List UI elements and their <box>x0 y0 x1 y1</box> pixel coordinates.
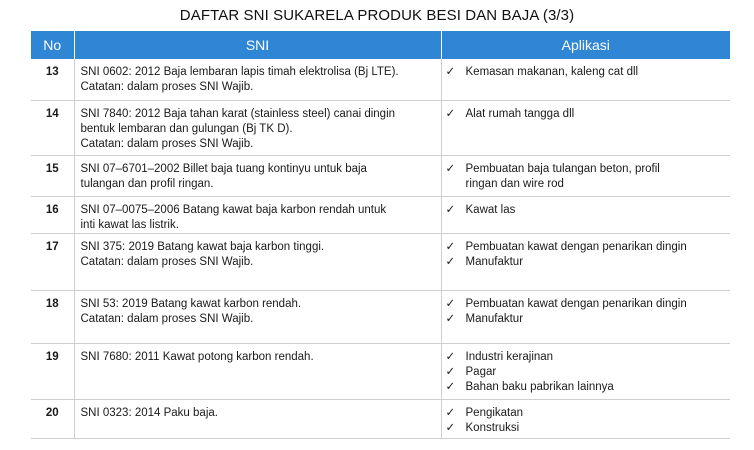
header-aplikasi: Aplikasi <box>441 31 730 59</box>
sni-line: tulangan dan profil ringan. <box>80 177 214 190</box>
check-icon: ✓ <box>445 365 456 378</box>
check-icon: ✓ <box>445 380 456 393</box>
table-row <box>31 100 730 155</box>
app-item: ✓ Bahan baku pabrikan lainnya <box>445 380 614 393</box>
row-number: 17 <box>31 233 74 290</box>
sni-line: SNI 7680: 2011 Kawat potong karbon rendah. <box>80 350 314 363</box>
row-number: 13 <box>31 59 74 100</box>
sni-line: Catatan: dalam proses SNI Wajib. <box>80 312 254 325</box>
check-icon: ✓ <box>445 312 456 325</box>
sni-cell <box>74 290 441 343</box>
sni-cell <box>74 155 441 196</box>
sni-line: SNI 7840: 2012 Baja tahan karat (stainless steel) canai dingin <box>80 107 396 120</box>
row-number: 15 <box>31 155 74 196</box>
sni-cell <box>74 100 441 155</box>
sni-table <box>31 31 730 439</box>
sni-line: bentuk lembaran dan gulungan (Bj TK D). <box>80 122 293 135</box>
sni-cell <box>74 343 441 399</box>
app-item: ✓ Manufaktur <box>445 312 524 325</box>
sni-line: SNI 0602: 2012 Baja lembaran lapis timah elektrolisa (Bj LTE). <box>80 66 399 78</box>
check-icon: ✓ <box>445 297 456 310</box>
header-sni: SNI <box>74 31 441 59</box>
app-cell <box>441 233 730 290</box>
table-row <box>31 233 730 290</box>
app-item: ✓ Pembuatan kawat dengan penarikan dingin <box>445 297 687 310</box>
table-header-row <box>31 31 730 59</box>
sni-line: SNI 07–0075–2006 Batang kawat baja karbon rendah untuk <box>80 203 387 216</box>
row-number: 19 <box>31 343 74 399</box>
app-cell <box>441 59 730 100</box>
app-item: ✓ Manufaktur <box>445 255 524 268</box>
sni-cell <box>74 233 441 290</box>
sni-cell <box>74 399 441 438</box>
sni-line: Catatan: dalam proses SNI Wajib. <box>80 137 254 150</box>
check-icon: ✓ <box>445 107 456 120</box>
check-icon: ✓ <box>445 406 456 419</box>
app-cell <box>441 290 730 343</box>
table-row <box>31 290 730 343</box>
check-icon: ✓ <box>445 66 456 78</box>
sni-cell <box>74 59 441 100</box>
app-item: ✓ Pengikatan <box>445 406 524 419</box>
app-item: ✓ Alat rumah tangga dll <box>445 107 575 120</box>
table-row <box>31 59 730 100</box>
row-number: 16 <box>31 196 74 233</box>
app-item: ✓ Pembuatan baja tulangan beton, profil <box>445 162 660 175</box>
sni-line: SNI 53: 2019 Batang kawat karbon rendah. <box>80 297 302 310</box>
table-row <box>31 155 730 196</box>
header-no: No <box>31 31 74 59</box>
app-item: ✓ Pembuatan kawat dengan penarikan dingin <box>445 240 687 253</box>
sni-cell <box>74 196 441 233</box>
sni-line: Catatan: dalam proses SNI Wajib. <box>80 255 254 268</box>
check-icon: ✓ <box>445 162 456 175</box>
app-item: ✓ Industri kerajinan <box>445 350 554 363</box>
table-row <box>31 196 730 233</box>
table-row <box>31 399 730 438</box>
sni-line: Catatan: dalam proses SNI Wajib. <box>80 81 254 93</box>
sni-line: SNI 07–6701–2002 Billet baja tuang kontinyu untuk baja <box>80 162 367 175</box>
check-icon: ✓ <box>445 240 456 253</box>
app-item: ✓ Pagar <box>445 365 497 378</box>
row-number: 20 <box>31 399 74 438</box>
app-cell <box>441 155 730 196</box>
check-icon: ✓ <box>445 421 456 434</box>
sni-line: SNI 0323: 2014 Paku baja. <box>80 406 218 419</box>
check-icon: ✓ <box>445 350 456 363</box>
row-number: 18 <box>31 290 74 343</box>
sni-line: inti kawat las listrik. <box>80 218 179 231</box>
app-item-continued: ringan dan wire rod <box>465 177 564 190</box>
app-item: ✓ Konstruksi <box>445 421 520 434</box>
app-cell <box>441 343 730 399</box>
check-icon: ✓ <box>445 255 456 268</box>
app-cell <box>441 399 730 438</box>
app-cell <box>441 100 730 155</box>
table-row <box>31 343 730 399</box>
sni-line: SNI 375: 2019 Batang kawat baja karbon tinggi. <box>80 240 325 253</box>
app-item: ✓ Kemasan makanan, kaleng cat dll <box>445 66 639 78</box>
app-cell <box>441 196 730 233</box>
check-icon: ✓ <box>445 203 456 216</box>
app-item: ✓ Kawat las <box>445 203 516 216</box>
page-title: DAFTAR SNI SUKARELA PRODUK BESI DAN BAJA (3/3) <box>179 7 575 24</box>
row-number: 14 <box>31 100 74 155</box>
